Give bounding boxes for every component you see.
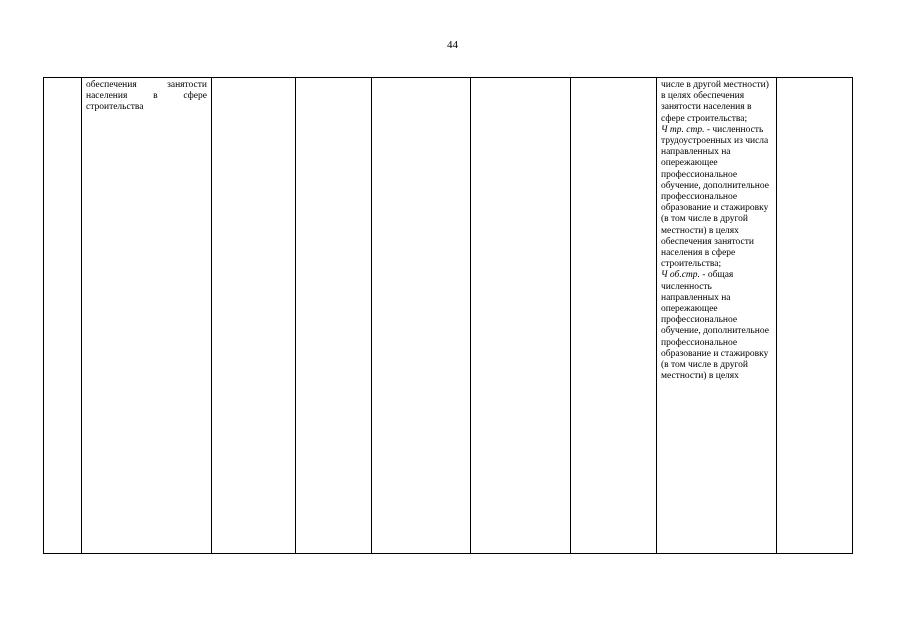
document-table (43, 77, 853, 554)
methodology-definition-2 (661, 270, 772, 382)
indicator-name-text: обеспечения занятости населения в сфере строительства (86, 80, 207, 113)
methodology-definition-1 (661, 125, 772, 271)
formula-term-1: Ч тр. стр. (661, 124, 705, 135)
formula-term-2-description: - общая численность направленных на опережающее профессиональное обучение, дополнительное профессиональное образование и стажировку (в том числе в другой местности) в целях (661, 270, 769, 382)
table-cell-number (44, 78, 82, 554)
table-cell-4 (296, 78, 372, 554)
table-cell-7 (571, 78, 657, 554)
methodology-text-1: числе в другой местности) в целях обеспечения занятости населения в сфере строительства; (661, 80, 769, 124)
table-cell-9 (777, 78, 853, 554)
page-number: 44 (447, 39, 458, 51)
table-cell-6 (471, 78, 571, 554)
table-row (44, 78, 853, 554)
table-cell-5 (372, 78, 471, 554)
table-cell-methodology (657, 78, 777, 554)
formula-term-2: Ч об.стр. (661, 270, 700, 281)
table-cell-indicator-name (82, 78, 212, 554)
formula-term-1-description: - численность трудоустроенных из числа направленных на опережающее профессиональное обучение, дополнительное профессиональное образование и стажировку (в том числе в другой местности) в целях обеспечения занятости населения в сфере строительства; (661, 124, 769, 270)
table-cell-3 (212, 78, 296, 554)
